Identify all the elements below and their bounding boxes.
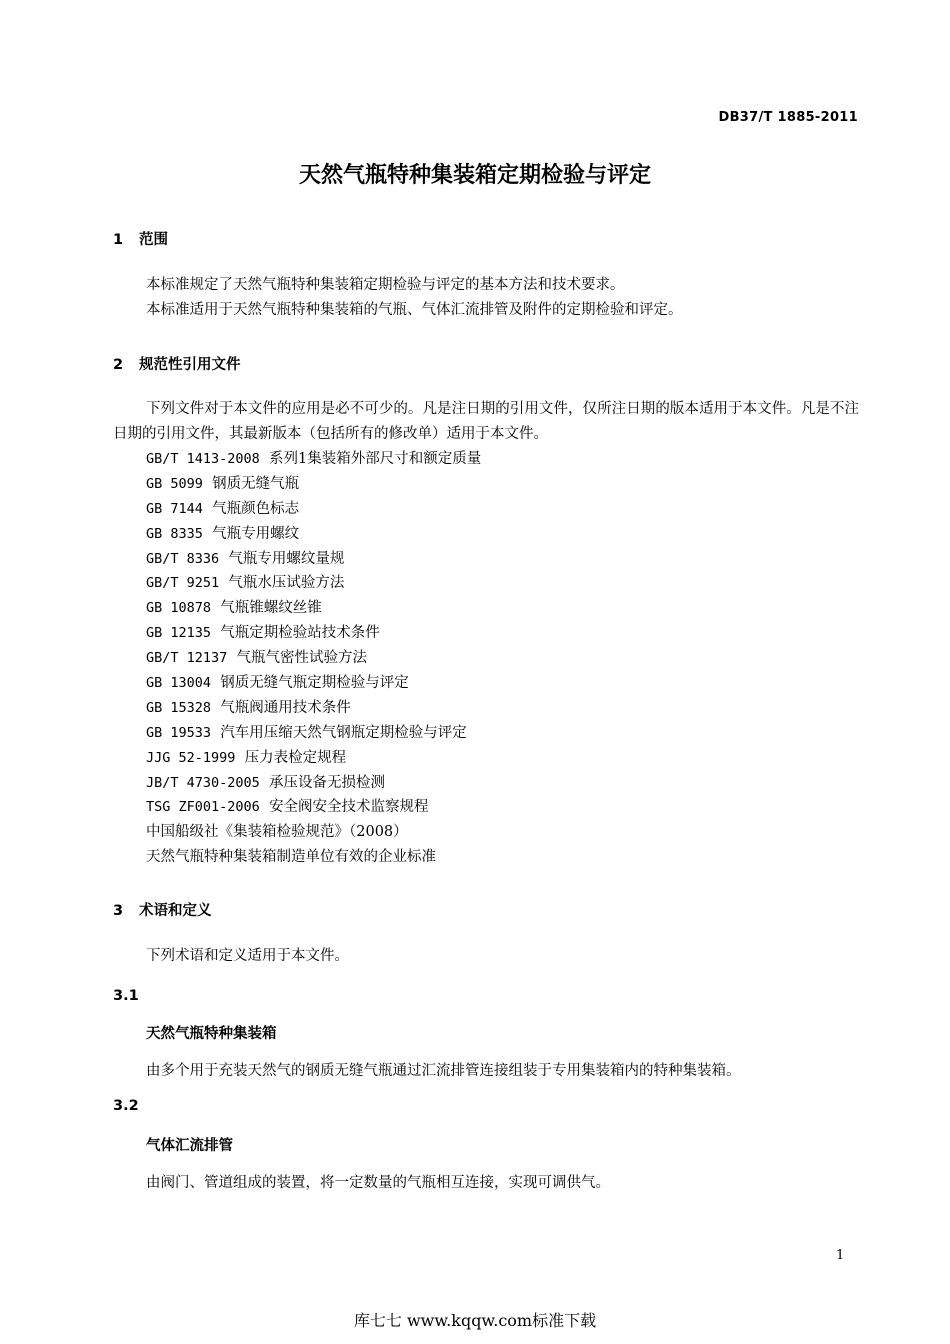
section-heading-references (113, 353, 241, 374)
reference-name: 气瓶水压试验方法 (228, 575, 345, 592)
reference-code: GB/T 8336 (146, 550, 220, 567)
reference-item (146, 671, 481, 696)
reference-item (146, 621, 481, 646)
reference-name: 安全阀安全技术监察规程 (269, 799, 429, 816)
reference-item (146, 447, 481, 472)
term-definition: 由阀门、管道组成的装置，将一定数量的气瓶相互连接，实现可调供气。 (146, 1175, 610, 1191)
standard-code: DB37/T 1885-2011 (718, 110, 858, 125)
reference-code: GB 7144 (146, 500, 203, 517)
reference-name: 天然气瓶特种集装箱制造单位有效的企业标准 (146, 849, 436, 866)
reference-code: GB 19533 (146, 724, 212, 741)
reference-item (146, 646, 481, 671)
reference-code: TSG ZF001-2006 (146, 799, 260, 816)
reference-item (146, 845, 481, 870)
reference-item (146, 721, 481, 746)
reference-code: GB 10878 (146, 600, 212, 617)
term-title: 天然气瓶特种集装箱 (146, 1026, 277, 1042)
reference-code: GB 8335 (146, 525, 203, 542)
reference-name: 系列1集装箱外部尺寸和额定质量 (269, 451, 482, 467)
reference-name: 气瓶专用螺纹 (212, 525, 300, 542)
reference-name: 钢质无缝气瓶定期检验与评定 (220, 675, 409, 692)
page-number: 1 (836, 1248, 845, 1263)
reference-item (146, 497, 481, 522)
scope-paragraph-1: 本标准规定了天然气瓶特种集装箱定期检验与评定的基本方法和技术要求。 (146, 277, 625, 293)
reference-name: 中国船级社《集装箱检验规范》（2008） (146, 824, 408, 841)
section-number: 1 (113, 232, 124, 248)
reference-name: 气瓶颜色标志 (212, 500, 300, 517)
reference-name: 钢质无缝气瓶 (212, 475, 300, 492)
term-number: 3.2 (113, 1098, 139, 1114)
reference-name: 气瓶定期检验站技术条件 (220, 625, 380, 642)
document-title: 天然气瓶特种集装箱定期检验与评定 (298, 163, 651, 188)
reference-list (146, 447, 481, 870)
term-title: 气体汇流排管 (146, 1138, 233, 1154)
section-title: 术语和定义 (139, 903, 212, 919)
reference-code: GB 15328 (146, 699, 212, 716)
term-definition: 由多个用于充装天然气的钢质无缝气瓶通过汇流排管连接组装于专用集装箱内的特种集装箱。 (146, 1063, 741, 1079)
reference-item (146, 820, 481, 845)
term-number: 3.1 (113, 988, 139, 1004)
scope-paragraph-2: 本标准适用于天然气瓶特种集装箱的气瓶、气体汇流排管及附件的定期检验和评定。 (146, 302, 683, 318)
reference-item (146, 696, 481, 721)
reference-name: 压力表检定规程 (244, 749, 347, 766)
reference-item (146, 795, 481, 820)
reference-name: 汽车用压缩天然气钢瓶定期检验与评定 (220, 724, 467, 741)
reference-item (146, 547, 481, 572)
section-heading-terms (113, 899, 212, 920)
reference-item (146, 472, 481, 497)
reference-name: 气瓶锥螺纹丝锥 (220, 600, 322, 617)
section-title: 规范性引用文件 (139, 357, 241, 373)
section-title: 范围 (139, 232, 168, 248)
reference-item (146, 746, 481, 771)
reference-code: GB/T 9251 (146, 575, 220, 592)
reference-name: 气瓶气密性试验方法 (236, 650, 367, 667)
section-heading-scope (113, 228, 168, 249)
section-number: 3 (113, 903, 124, 919)
reference-code: JJG 52-1999 (146, 749, 236, 766)
terms-intro: 下列术语和定义适用于本文件。 (146, 948, 349, 964)
section-number: 2 (113, 357, 124, 373)
reference-name: 气瓶专用螺纹量规 (228, 550, 345, 567)
reference-item (146, 771, 481, 796)
reference-name: 承压设备无损检测 (269, 774, 386, 791)
reference-code: GB/T 1413-2008 (146, 451, 260, 467)
reference-name: 气瓶阀通用技术条件 (220, 699, 351, 716)
reference-code: GB 12135 (146, 625, 212, 642)
reference-item (146, 596, 481, 621)
footer-watermark: 库七七 www.kqqw.com标准下载 (353, 1311, 597, 1330)
reference-code: GB 13004 (146, 675, 212, 692)
references-intro: 下列文件对于本文件的应用是必不可少的。凡是注日期的引用文件，仅所注日期的版本适用于本文件。凡是不注日期的引用文件，其最新版本（包括所有的修改单）适用于本文件。 (113, 401, 859, 442)
reference-code: GB/T 12137 (146, 650, 228, 667)
reference-item (146, 522, 481, 547)
reference-code: JB/T 4730-2005 (146, 774, 260, 791)
reference-code: GB 5099 (146, 475, 203, 492)
reference-item (146, 571, 481, 596)
